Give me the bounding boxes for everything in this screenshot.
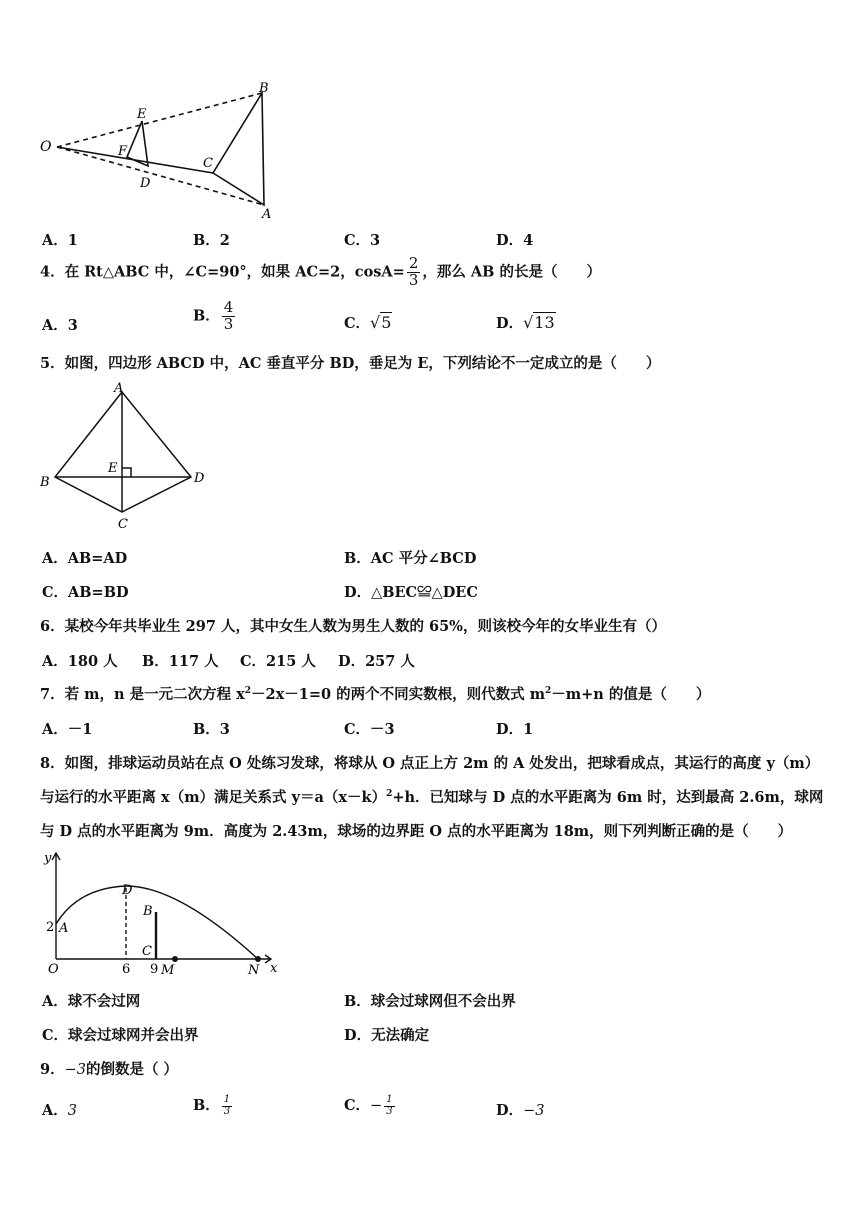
q6-option-d[interactable]: D．257 人: [338, 653, 415, 670]
q3-option-b[interactable]: B．2: [193, 232, 230, 249]
figure-q3: [30, 75, 290, 223]
q4-option-b[interactable]: B． $\frac{4}{3}$: [193, 298, 234, 333]
q5-option-a[interactable]: A．AB=AD: [42, 550, 128, 567]
label-C: C: [142, 944, 152, 959]
q8-line2: 与运行的水平距离 x（m）满足关系式 $y=a(x-k)^2+h$．已知球与 D 点的水平距离为 6m 时，达到最高 2.6m，球网: [40, 789, 824, 806]
label-D: D: [122, 883, 133, 898]
label-O: O: [48, 962, 59, 977]
q6-option-b[interactable]: B．117 人: [142, 653, 219, 670]
label-A: A: [262, 207, 272, 222]
label-x: x: [270, 961, 278, 976]
q7-option-c[interactable]: C．－3: [344, 721, 395, 738]
label-B: B: [259, 81, 269, 96]
q7-stem: 7．若 m，n 是一元二次方程 $x^2-2x-1=0$ 的两个不同实数根，则代数式 $m^2-m+n$ 的值是（ ）: [40, 686, 711, 703]
q3-option-a[interactable]: A．1: [42, 232, 78, 249]
q5-option-c[interactable]: C．AB=BD: [42, 584, 129, 601]
label-A: A: [59, 921, 69, 936]
q5-option-d[interactable]: D．△BEC≌△DEC: [344, 584, 478, 601]
q4-option-d[interactable]: D．√13: [496, 313, 555, 332]
label-F: F: [118, 144, 128, 159]
q5-option-b[interactable]: B．AC 平分∠BCD: [344, 550, 477, 567]
q5-stem: 5．如图，四边形 ABCD 中，AC 垂直平分 BD，垂足为 E，下列结论不一定成立的是（ ）: [40, 355, 661, 372]
label-E: E: [108, 461, 118, 476]
q9-option-d[interactable]: D．−3: [496, 1102, 545, 1119]
q3-option-c[interactable]: C．3: [344, 232, 381, 249]
q6-option-c[interactable]: C．215 人: [240, 653, 316, 670]
q8-line3: 与 D 点的水平距离为 9m．高度为 2.43m，球场的边界距 O 点的水平距离为 18m，则下列判断正确的是（ ）: [40, 823, 793, 840]
label-A: A: [114, 381, 124, 396]
label-D: D: [194, 471, 205, 486]
figure-q5: [34, 380, 214, 536]
label-9: 9: [150, 962, 159, 977]
label-M: M: [161, 963, 175, 978]
label-B: B: [40, 475, 50, 490]
q8-option-a[interactable]: A．球不会过网: [42, 993, 141, 1010]
q7-option-b[interactable]: B．3: [193, 721, 230, 738]
q6-option-a[interactable]: A．180 人: [42, 653, 118, 670]
label-B: B: [143, 904, 153, 919]
label-N: N: [248, 963, 260, 978]
label-E: E: [137, 107, 147, 122]
label-C: C: [203, 156, 213, 171]
q6-stem: 6．某校今年共毕业生 297 人，其中女生人数为男生人数的 65%，则该校今年的女毕业生有（）: [40, 618, 666, 635]
q9-option-c[interactable]: C．− $\frac{1}{3}$: [344, 1094, 393, 1117]
label-C: C: [118, 517, 128, 532]
q4-option-c[interactable]: C．√5: [344, 313, 392, 332]
q8-line1: 8．如图，排球运动员站在点 O 处练习发球，将球从 O 点正上方 2m 的 A 处发出，把球看成点，其运行的高度 y（m）: [40, 755, 820, 772]
label-D: D: [140, 176, 151, 191]
q9-stem: 9．−3的倒数是（ ）: [40, 1061, 179, 1078]
figure-q8: [38, 848, 288, 978]
q4-stem: 4．在 Rt△ABC 中，∠C=90°，如果 AC=2，cosA= $\frac{2}{3}$ ，那么 AB 的长是（ ）: [40, 254, 601, 289]
q9-option-b[interactable]: B． $\frac{1}{3}$: [193, 1094, 231, 1117]
q7-option-d[interactable]: D．1: [496, 721, 534, 738]
q3-option-d[interactable]: D．4: [496, 232, 534, 249]
q8-option-c[interactable]: C．球会过球网并会出界: [42, 1027, 199, 1044]
label-2: 2: [46, 920, 55, 935]
label-6: 6: [122, 962, 131, 977]
q9-option-a[interactable]: A．3: [42, 1102, 77, 1119]
q7-option-a[interactable]: A．－1: [42, 721, 93, 738]
q8-option-b[interactable]: B．球会过球网但不会出界: [344, 993, 516, 1010]
label-O: O: [40, 139, 52, 155]
q8-option-d[interactable]: D．无法确定: [344, 1027, 430, 1044]
q4-option-a[interactable]: A．3: [42, 317, 78, 334]
label-y: y: [44, 851, 52, 866]
